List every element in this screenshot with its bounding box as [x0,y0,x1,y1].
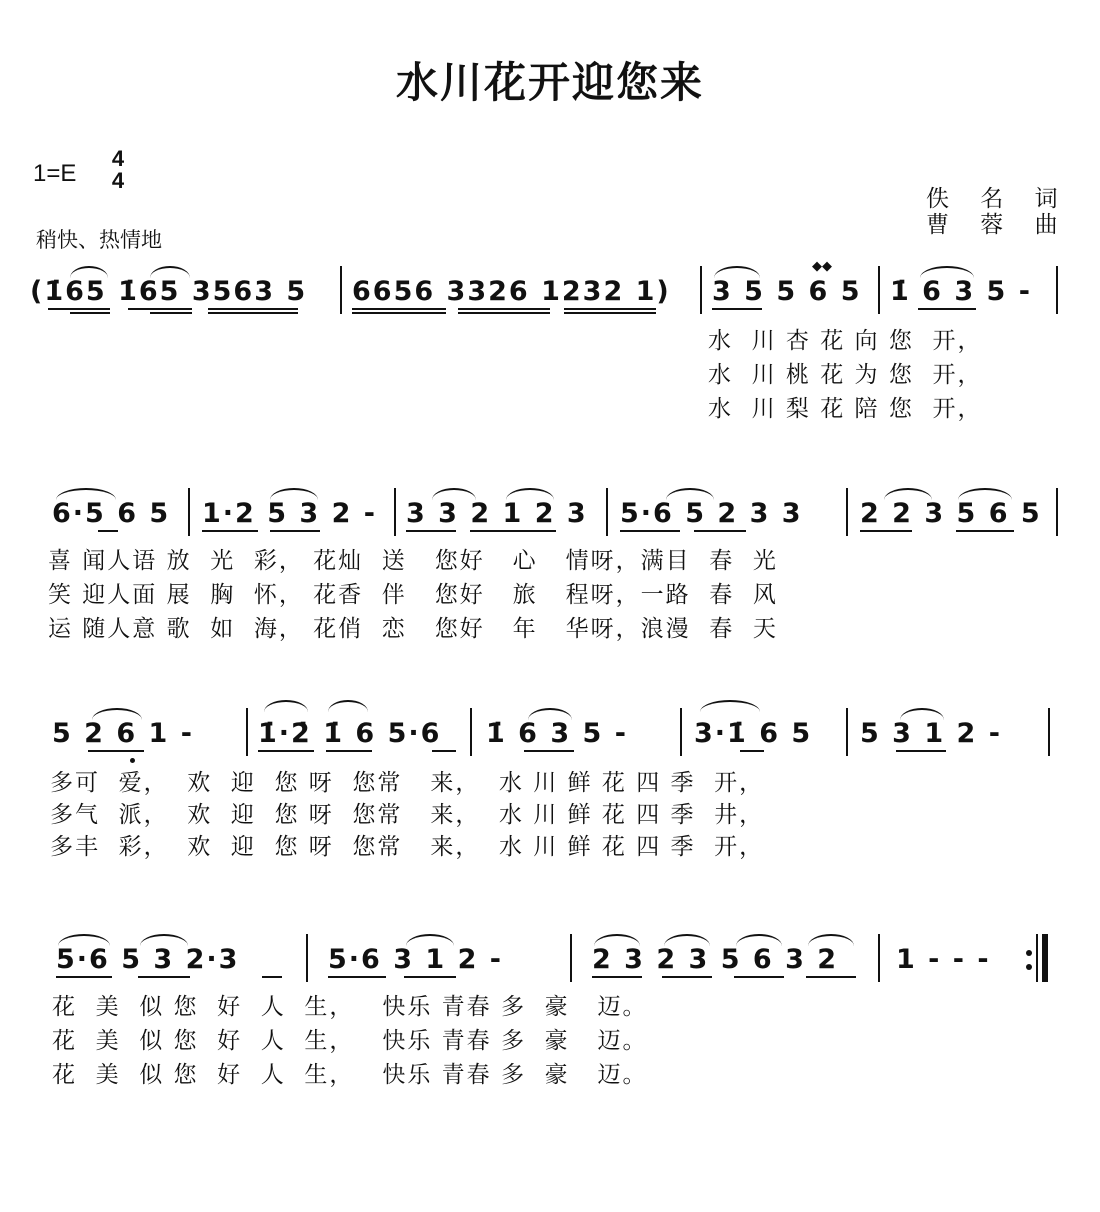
beam [592,976,642,978]
barline [846,708,848,756]
lyric-verse-3: 运 随人意 歌 如 海， 花俏 恋 您好 年 华呀，浪漫 春 天 [48,616,778,642]
lyric-verse-1: 喜 闻人语 放 光 彩， 花灿 送 您好 心 情呀，满目 春 光 [48,548,778,574]
notation-line [0,714,1100,754]
beam [918,308,976,310]
barline [340,266,342,314]
barline [570,934,572,982]
low-octave-dot [130,758,135,763]
beam [328,976,386,978]
measure-15: 2 3 2 3 5 6 3 2 [592,944,839,975]
system-3 [0,714,1100,944]
system-1 [0,259,1100,502]
barline [846,488,848,536]
beam [896,750,946,752]
measure-intro-1: (1̇65 1̇65 3563 5 [30,276,308,307]
beam [694,530,746,532]
beam [88,750,144,752]
barline [1048,708,1050,756]
beam [48,308,110,310]
lyric-verse-1: 花 美 似 您 好 人 生， 快乐 青春 多 豪 迈。 [52,994,648,1020]
end-repeat-thick [1042,934,1048,982]
lyric-verse-2: 笑 迎人面 展 胸 怀， 花香 伴 您好 旅 程呀，一路 春 风 [48,582,778,608]
measure-10: 1̇ 6 3 5 - [486,718,628,749]
key-signature: 1=E [33,160,77,187]
measure-5: 3 3 2 1 2 3 [406,498,588,529]
beam [740,750,764,752]
time-signature [108,148,128,192]
slur [70,266,108,278]
measure-2: 1̇ 6 3 5 - [890,276,1032,307]
barline [394,488,396,536]
beam [150,312,192,314]
beam [208,312,298,314]
measure-intro-2: 6656 3326 1232 1) [352,276,671,307]
beam [406,530,456,532]
notation-line [0,494,1100,534]
beam [270,530,320,532]
measure-14: 5·6 3 1 2 - [328,944,503,975]
composer-credit: 曹 蓉 曲 [926,212,1070,238]
mordent-mark: ◆◆ [812,259,832,274]
barline [246,708,248,756]
barline [1056,488,1058,536]
lyric-verse-3: 多丰 彩， 欢 迎 您 呀 您常 来， 水 川 鲜 花 四 季 开， [50,834,765,860]
repeat-dot [1026,964,1032,970]
measure-7: 2 2 3 5 6 5 [860,498,1042,529]
song-title: 水川花开迎您来 [395,58,704,107]
beam [128,308,192,310]
barline [878,934,880,982]
barline [306,934,308,982]
barline [680,708,682,756]
barline [1056,266,1058,314]
beam [258,750,314,752]
beam [564,312,656,314]
time-top: 4 [111,146,125,171]
beam [56,976,112,978]
beam [202,530,258,532]
beam [458,308,550,310]
beam [352,312,446,314]
beam [352,308,446,310]
measure-3: 6·5 6 5 [52,498,171,529]
beam [138,976,190,978]
lyric-verse-2: 水 川 桃 花 为 您 开， [708,362,983,388]
notation-line [0,940,1100,980]
beam [70,312,110,314]
beam [262,976,282,978]
beam [404,976,456,978]
slur [150,266,190,278]
notation-line [0,259,1100,312]
lyric-verse-1: 多可 爱， 欢 迎 您 呀 您常 来， 水 川 鲜 花 四 季 开， [50,770,765,796]
tempo-marking: 稍快、热情地 [36,228,162,252]
lyricist-credit: 佚 名 词 [926,186,1070,212]
beam [470,530,556,532]
slur [714,266,760,278]
measure-13: 5·6 5 3 2·3 [56,944,240,975]
beam [208,308,298,310]
measure-11: 3·1̇ 6 5 [694,718,813,749]
beam [458,312,550,314]
lyric-verse-2: 花 美 似 您 好 人 生， 快乐 青春 多 豪 迈。 [52,1028,648,1054]
beam [524,750,574,752]
barline [188,488,190,536]
measure-6: 5·6 5 2 3 3 [620,498,803,529]
beam [662,976,712,978]
measure-9: 1̇·2̇ 1̇ 6 5·6 [258,718,442,749]
measure-8: 5 2 6 1 - [52,718,194,749]
system-4 [0,940,1100,1170]
end-repeat-thin [1036,934,1038,982]
measure-1: 3 5 5 6 5 [712,276,862,307]
barline [700,266,702,314]
slur [920,266,974,278]
beam [432,750,456,752]
beam [734,976,784,978]
beam [860,530,912,532]
measure-12: 5 3 1 2 - [860,718,1002,749]
beam [326,750,372,752]
time-bottom: 4 [111,168,125,193]
beam [98,530,118,532]
lyric-verse-1: 水 川 杏 花 向 您 开， [708,328,983,354]
beam [564,308,656,310]
system-2 [0,494,1100,724]
lyric-verse-3: 水 川 梨 花 陪 您 开， [708,396,983,422]
beam [956,530,1014,532]
barline [878,266,880,314]
lyric-verse-3: 花 美 似 您 好 人 生， 快乐 青春 多 豪 迈。 [52,1062,648,1088]
barline [606,488,608,536]
beam [620,530,680,532]
beam [806,976,856,978]
barline [470,708,472,756]
measure-16: 1 - - - [896,944,991,975]
measure-4: 1·2 5 3 2 - [202,498,377,529]
lyric-verse-2: 多气 派， 欢 迎 您 呀 您常 来， 水 川 鲜 花 四 季 井， [50,802,765,828]
repeat-dot [1026,950,1032,956]
beam [712,308,762,310]
